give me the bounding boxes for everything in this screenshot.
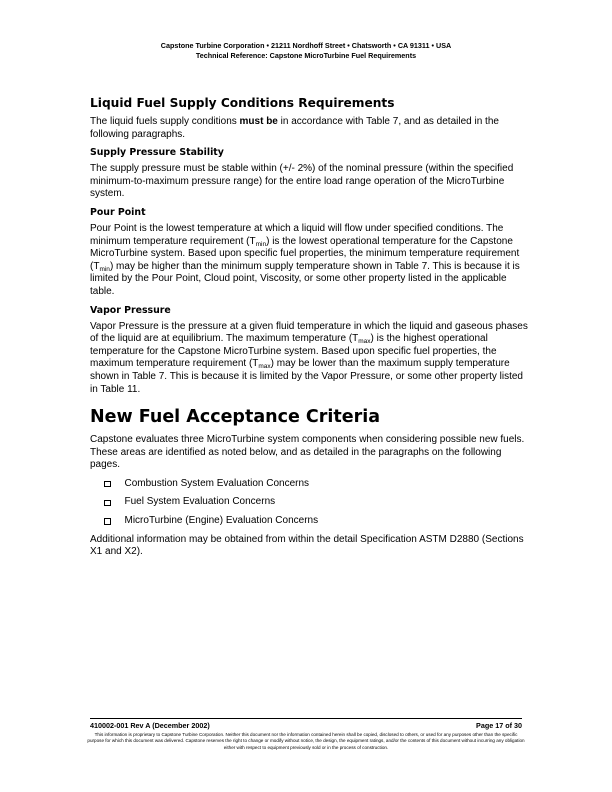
header-doc-title: Technical Reference: Capstone MicroTurbine Fuel Requirements xyxy=(195,51,417,60)
footer-doc-id: 410002-001 Rev A (December 2002) xyxy=(90,721,210,730)
list-item: Fuel System Evaluation Concerns xyxy=(104,496,530,509)
footer-page-number: Page 17 of 30 xyxy=(476,721,522,730)
vapor-pressure-text: Vapor Pressure is the pressure at a given fluid temperature in which the liquid and gaseous phases of the liquid are at equilibrium. The maximum temperature $(T_{max})$ is the highest operational temperature for the Capstone MicroTurbine system. Based upon specific fuel properties, the maximum temperature requirement $(T_{max})$ may be lower than the maximum supply temperature shown in Table 7. This is because it is limited by the Vapor Pressure, or some other property listed in Table 11. xyxy=(90,320,528,395)
evaluation-list xyxy=(104,478,530,528)
pour-point-heading: Pour Point xyxy=(90,206,146,218)
list-item: Combustion System Evaluation Concerns xyxy=(104,478,530,491)
supply-pressure-text: The supply pressure must be stable within (+/- 2%) of the nominal pressure (within the specified minimum-to-maximum pressure range) for the entire load range operation of the MicroTurbine system. xyxy=(90,163,514,200)
liquid-intro: The liquid fuels supply conditions must be in accordance with Table 7, and as detailed in the following paragraphs. xyxy=(90,116,499,140)
emphasis-must-be: must be xyxy=(239,116,278,127)
liquid-fuel-heading: Liquid Fuel Supply Conditions Requirements xyxy=(90,96,395,110)
pour-point-text: Pour Point is the lowest temperature at which a liquid will flow under specified conditions. The minimum temperature requirement $(T_{min})$ is the lowest operational temperature for the Capstone MicroTurbine system. Based upon specific fuel properties, the minimum temperature requirement $(T_{min})$ may be higher than the minimum supply temperature shown in Table 7. This is because it is limited by the Pour Point, Cloud point, Viscosity, or some other property listed in the applicable table. xyxy=(90,222,520,297)
vapor-pressure-heading: Vapor Pressure xyxy=(90,304,171,316)
checkbox-bullet-icon xyxy=(104,518,111,525)
header-address: Capstone Turbine Corporation • 21211 Nordhoff Street • Chatsworth • CA 91311 • USA xyxy=(160,41,452,50)
checkbox-bullet-icon xyxy=(104,500,111,507)
checkbox-bullet-icon xyxy=(104,481,111,488)
additional-info: Additional information may be obtained from within the detail Specification ASTM D2880 (Sections X1 and X2). xyxy=(90,533,524,558)
supply-pressure-heading: Supply Pressure Stability xyxy=(90,147,224,159)
list-item: MicroTurbine (Engine) Evaluation Concerns xyxy=(104,515,530,528)
footer-disclaimer: This information is proprietary to Capstone Turbine Corporation. Neither this document nor the information contained herein shall be copied, disclosed to others, or used for any purposes other than the specific purpose for which this document was delivered. Capstone reserves the right to change or modify without notice, the design, the equipment ratings, and/or the contents of this document without incurring any obligation either with respect to equipment previously sold or in the process of construction. xyxy=(87,732,525,750)
acceptance-intro: Capstone evaluates three MicroTurbine system components when considering possible new fuels. These areas are identified as noted below, and as detailed in the paragraphs on the following pages. xyxy=(90,434,525,471)
footer-divider xyxy=(90,718,522,719)
acceptance-heading: New Fuel Acceptance Criteria xyxy=(90,407,381,428)
page-header xyxy=(0,41,612,61)
page-content xyxy=(90,96,530,565)
